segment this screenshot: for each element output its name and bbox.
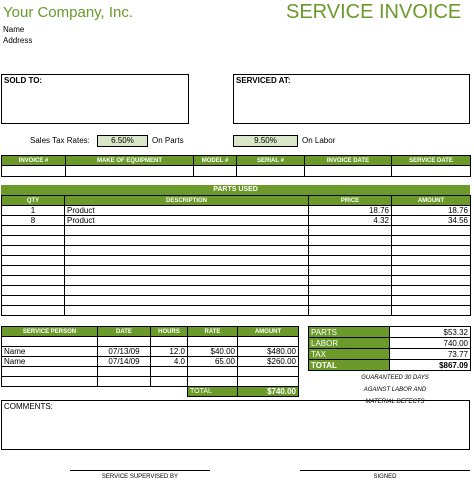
description-cell[interactable]: Product xyxy=(65,216,309,226)
service-date-cell[interactable] xyxy=(392,166,471,177)
empty-cell[interactable] xyxy=(392,226,471,236)
sold-to-label: SOLD TO: xyxy=(4,76,43,85)
signed-label: SIGNED xyxy=(373,474,397,480)
rate-cell[interactable]: $40.00 xyxy=(188,347,238,357)
model-number-cell[interactable] xyxy=(194,166,237,177)
labor-tax-label: On Labor xyxy=(302,136,336,145)
company-name-line: Name xyxy=(3,25,25,34)
table-row xyxy=(2,236,471,246)
invoice-info-table xyxy=(1,155,471,177)
empty-cell[interactable] xyxy=(392,296,471,306)
empty-cell[interactable] xyxy=(309,306,392,316)
empty-cell[interactable] xyxy=(392,276,471,286)
empty-cell[interactable] xyxy=(392,266,471,276)
supervised-by-label: SERVICE SUPERVISED BY xyxy=(101,474,179,480)
empty-cell[interactable] xyxy=(309,236,392,246)
table-row xyxy=(2,206,471,216)
empty-cell[interactable] xyxy=(309,266,392,276)
hours-cell[interactable]: 4.0 xyxy=(151,357,188,367)
qty-cell[interactable]: 8 xyxy=(2,216,65,226)
date-cell[interactable]: 07/14/09 xyxy=(98,357,151,367)
date-cell[interactable]: 07/13/09 xyxy=(98,347,151,357)
parts-table xyxy=(1,195,471,316)
summary-total-label: TOTAL xyxy=(309,360,390,371)
amount-cell[interactable]: 34.56 xyxy=(392,216,471,226)
serial-number-cell[interactable] xyxy=(237,166,305,177)
empty-cell[interactable] xyxy=(309,256,392,266)
empty-cell[interactable] xyxy=(65,226,309,236)
supervisor-signature-line[interactable] xyxy=(70,470,210,471)
table-row xyxy=(2,306,471,316)
empty-cell[interactable] xyxy=(2,286,65,296)
labor-total-label: TOTAL xyxy=(188,387,238,397)
table-row xyxy=(2,347,299,357)
labor-amount-header: AMOUNT xyxy=(238,327,299,337)
empty-cell[interactable] xyxy=(392,306,471,316)
rate-cell[interactable]: 65.00 xyxy=(188,357,238,367)
empty-cell[interactable] xyxy=(2,256,65,266)
table-row xyxy=(2,256,471,266)
summary-table xyxy=(308,326,471,371)
labor-amount-cell[interactable]: $480.00 xyxy=(238,347,299,357)
summary-labor-value: 740.00 xyxy=(390,338,471,349)
labor-total-value: $740.00 xyxy=(238,387,299,397)
sales-tax-label: Sales Tax Rates: xyxy=(30,136,90,145)
amount-cell[interactable]: 18.76 xyxy=(392,206,471,216)
empty-cell[interactable] xyxy=(65,276,309,286)
table-row xyxy=(2,266,471,276)
guarantee-line: AGAINST LABOR AND xyxy=(363,387,427,393)
date-header: DATE xyxy=(98,327,151,337)
empty-cell[interactable] xyxy=(309,246,392,256)
labor-tax-rate[interactable]: 9.50% xyxy=(233,135,298,147)
empty-cell[interactable] xyxy=(2,246,65,256)
price-cell[interactable]: 4.32 xyxy=(309,216,392,226)
parts-tax-rate[interactable]: 6.50% xyxy=(97,135,148,147)
description-cell[interactable]: Product xyxy=(65,206,309,216)
price-header: PRICE xyxy=(309,196,392,206)
serviced-at-box[interactable] xyxy=(233,74,470,124)
signature-line[interactable] xyxy=(300,470,470,471)
hours-header: HOURS xyxy=(151,327,188,337)
summary-tax-label: TAX xyxy=(309,349,390,360)
labor-amount-cell[interactable]: $260.00 xyxy=(238,357,299,367)
empty-cell[interactable] xyxy=(309,296,392,306)
service-person-header: SERVICE PERSON xyxy=(2,327,98,337)
invoice-number-cell[interactable] xyxy=(2,166,66,177)
person-cell[interactable]: Name xyxy=(2,357,98,367)
sold-to-box[interactable] xyxy=(1,74,189,124)
table-row xyxy=(2,296,471,306)
empty-cell[interactable] xyxy=(2,266,65,276)
empty-cell[interactable] xyxy=(65,266,309,276)
empty-cell[interactable] xyxy=(2,296,65,306)
price-cell[interactable]: 18.76 xyxy=(309,206,392,216)
serviced-at-label: SERVICED AT: xyxy=(236,76,291,85)
table-row xyxy=(2,246,471,256)
invoice-number-header: INVOICE # xyxy=(2,156,66,166)
invoice-date-cell[interactable] xyxy=(305,166,392,177)
comments-label: COMMENTS: xyxy=(4,402,53,411)
summary-total-value: $867.09 xyxy=(390,360,471,371)
service-date-header: SERVICE DATE xyxy=(392,156,471,166)
empty-cell[interactable] xyxy=(2,276,65,286)
parts-tax-label: On Parts xyxy=(152,136,184,145)
hours-cell[interactable]: 12.0 xyxy=(151,347,188,357)
invoice-date-header: INVOICE DATE xyxy=(305,156,392,166)
guarantee-line: GUARANTEED 30 DAYS xyxy=(361,375,429,381)
table-row xyxy=(2,357,299,367)
empty-cell[interactable] xyxy=(65,306,309,316)
invoice-title: SERVICE INVOICE xyxy=(286,1,462,23)
empty-cell[interactable] xyxy=(65,236,309,246)
summary-tax-value: 73.77 xyxy=(390,349,471,360)
empty-cell[interactable] xyxy=(309,276,392,286)
qty-cell[interactable]: 1 xyxy=(2,206,65,216)
serial-number-header: SERIAL # xyxy=(237,156,305,166)
empty-cell[interactable] xyxy=(309,286,392,296)
empty-cell[interactable] xyxy=(2,306,65,316)
empty-cell[interactable] xyxy=(392,236,471,246)
table-row xyxy=(2,226,471,236)
empty-cell[interactable] xyxy=(65,246,309,256)
empty-cell[interactable] xyxy=(392,256,471,266)
table-row xyxy=(2,276,471,286)
empty-cell[interactable] xyxy=(65,296,309,306)
empty-cell[interactable] xyxy=(65,256,309,266)
summary-parts-value: $53.32 xyxy=(390,327,471,338)
comments-box[interactable] xyxy=(1,400,470,450)
rate-header: RATE xyxy=(188,327,238,337)
amount-header: AMOUNT xyxy=(392,196,471,206)
table-row xyxy=(2,216,471,226)
parts-used-title: PARTS USED xyxy=(1,185,470,195)
labor-table xyxy=(1,326,299,397)
empty-cell[interactable] xyxy=(65,286,309,296)
company-name: Your Company, Inc. xyxy=(3,4,134,21)
empty-cell[interactable] xyxy=(2,226,65,236)
qty-header: QTY xyxy=(2,196,65,206)
empty-cell[interactable] xyxy=(309,226,392,236)
empty-cell[interactable] xyxy=(2,236,65,246)
person-cell[interactable]: Name xyxy=(2,347,98,357)
guarantee-line: MATERIAL DEFECTS xyxy=(365,399,425,405)
equipment-make-cell[interactable] xyxy=(66,166,194,177)
table-row xyxy=(2,286,471,296)
equipment-make-header: MAKE OF EQUIPMENT xyxy=(66,156,194,166)
description-header: DESCRIPTION xyxy=(65,196,309,206)
company-address-line: Address xyxy=(3,36,33,45)
empty-cell[interactable] xyxy=(392,286,471,296)
empty-cell[interactable] xyxy=(392,246,471,256)
summary-parts-label: PARTS xyxy=(309,327,390,338)
model-number-header: MODEL # xyxy=(194,156,237,166)
summary-labor-label: LABOR xyxy=(309,338,390,349)
